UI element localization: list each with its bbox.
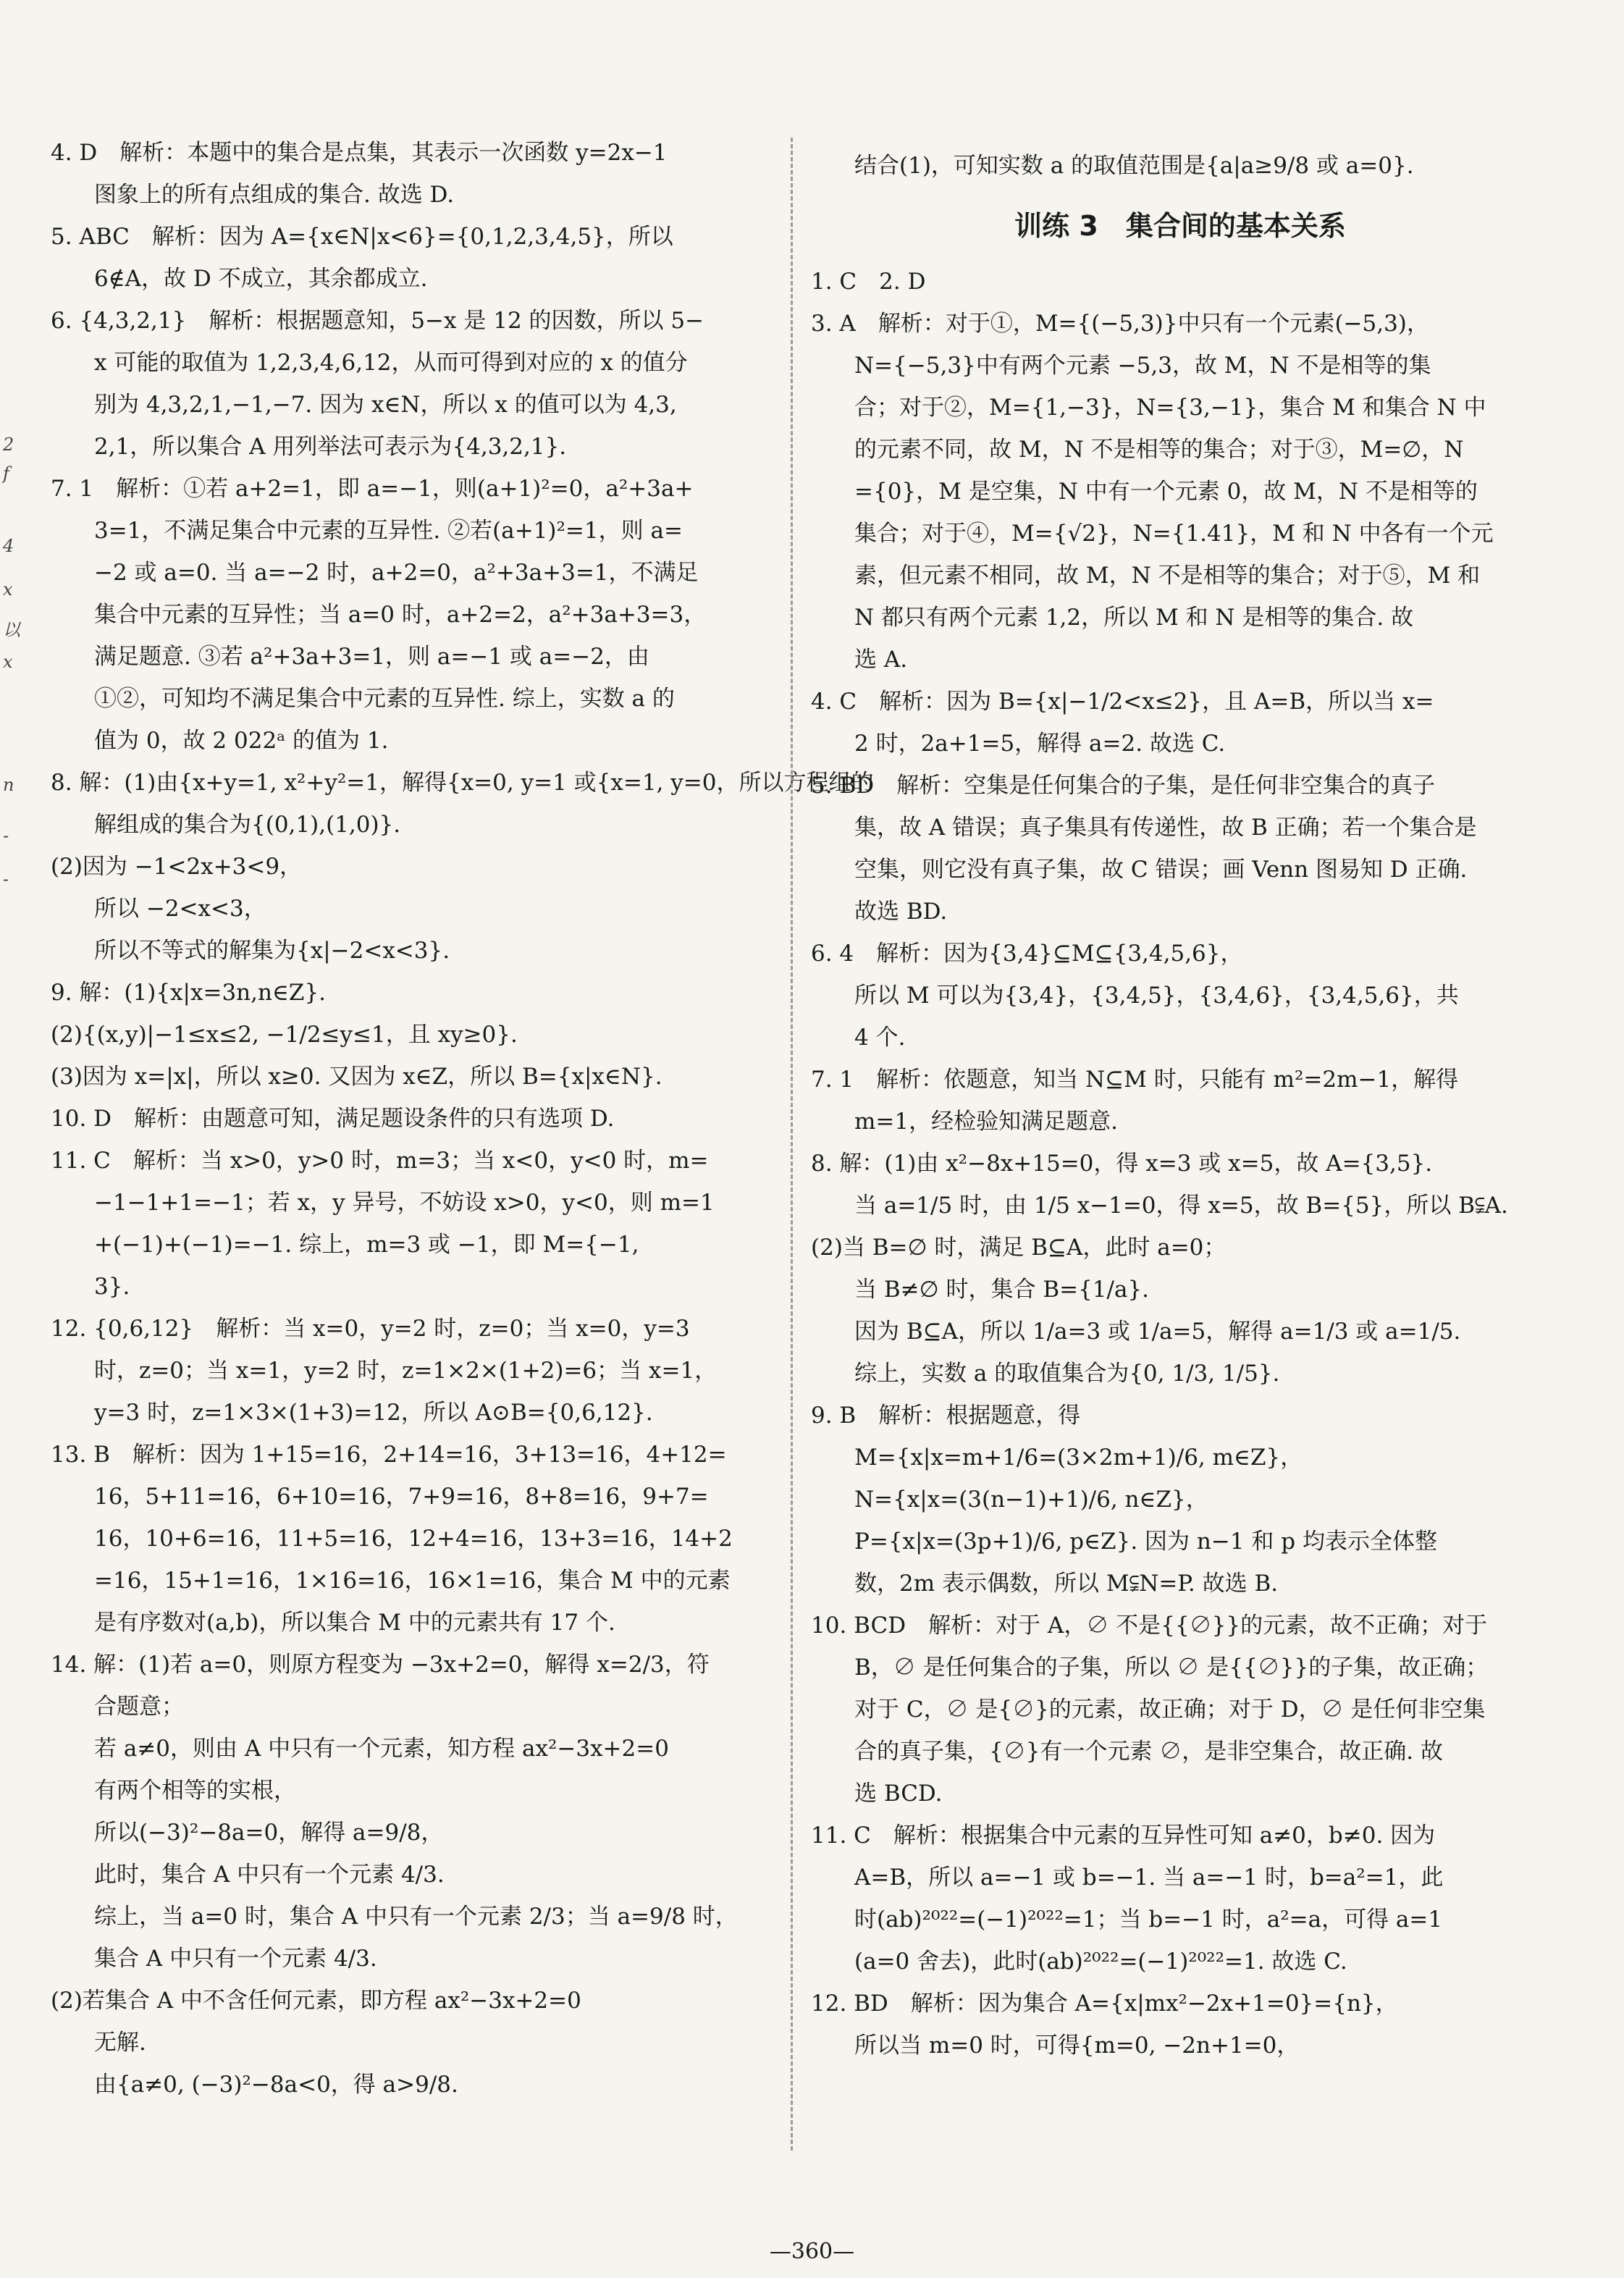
column-divider	[791, 138, 793, 2151]
left-answer-line: 7. 1 解析：①若 a+2=1，即 a=−1，则(a+1)²=0，a²+3a+	[51, 476, 694, 502]
right-answer-line: 当 B≠∅ 时，集合 B={1/a}.	[854, 1277, 1150, 1303]
left-answer-line: 12. {0,6,12} 解析：当 x=0，y=2 时，z=0；当 x=0，y=3	[51, 1316, 690, 1342]
left-answer-line: 所以 −2<x<3，	[94, 896, 266, 922]
right-answer-line: 选 A.	[854, 647, 908, 673]
left-answer-line: 9. 解：(1){x|x=3n,n∈Z}.	[51, 980, 327, 1006]
left-answer-line: 14. 解：(1)若 a=0，则原方程变为 −3x+2=0，解得 x=2/3，符	[51, 1652, 710, 1678]
margin-mark: -	[3, 825, 9, 846]
right-answer-line: 4 个.	[854, 1025, 906, 1051]
right-answer-line: 3. A 解析：对于①，M={(−5,3)}中只有一个元素(−5,3)，	[811, 311, 1429, 337]
left-answer-line: 此时，集合 A 中只有一个元素 4/3.	[94, 1862, 445, 1888]
margin-mark: n	[3, 775, 14, 795]
right-answer-line: 合的真子集，{∅}有一个元素 ∅，是非空集合，故正确. 故	[854, 1739, 1444, 1765]
right-answer-line: (2)当 B=∅ 时，满足 B⊆A，此时 a=0；	[811, 1235, 1227, 1261]
page-number: —360—	[769, 2239, 855, 2264]
left-answer-line: 图象上的所有点组成的集合. 故选 D.	[94, 182, 455, 208]
left-answer-line: 所以(−3)²−8a=0，解得 a=9/8，	[94, 1820, 444, 1846]
left-answer-line: 是有序数对(a,b)，所以集合 M 中的元素共有 17 个.	[94, 1610, 615, 1636]
left-answer-line: 有两个相等的实根，	[94, 1778, 296, 1804]
left-answer-line: 8. 解：(1)由{x+y=1, x²+y²=1，解得{x=0, y=1 或{x=1, y=0，所以方程组的	[51, 770, 874, 796]
left-answer-line: ①②，可知均不满足集合中元素的互异性. 综上，实数 a 的	[94, 686, 675, 712]
left-answer-line: (2)若集合 A 中不含任何元素，即方程 ax²−3x+2=0	[51, 1988, 581, 2014]
right-column	[811, 145, 1549, 2067]
left-answer-line: +(−1)+(−1)=−1. 综上，m=3 或 −1，即 M={−1,	[94, 1232, 639, 1258]
right-answer-line: 故选 BD.	[854, 899, 948, 925]
right-answer-line: 素，但元素不相同，故 M，N 不是相等的集合；对于⑤，M 和	[854, 563, 1481, 589]
right-answer-line: (a=0 舍去)，此时(ab)²⁰²²=(−1)²⁰²²=1. 故选 C.	[854, 1949, 1347, 1975]
right-answer-line: N={x|x=(3(n−1)+1)/6, n∈Z}，	[854, 1487, 1208, 1513]
left-answer-line: 若 a≠0，则由 A 中只有一个元素，知方程 ax²−3x+2=0	[94, 1736, 669, 1762]
left-answer-line: 6∉A，故 D 不成立，其余都成立.	[94, 266, 428, 292]
right-answer-line: A=B，所以 a=−1 或 b=−1. 当 a=−1 时，b=a²=1，此	[854, 1865, 1444, 1891]
left-answer-line: 集合 A 中只有一个元素 4/3.	[94, 1946, 377, 1972]
left-answer-line: 2,1，所以集合 A 用列举法可表示为{4,3,2,1}.	[94, 434, 567, 460]
right-answer-line: 5. BD 解析：空集是任何集合的子集，是任何非空集合的真子	[811, 773, 1436, 799]
left-answer-line: y=3 时，z=1×3×(1+3)=12，所以 A⊙B={0,6,12}.	[94, 1400, 653, 1426]
right-answer-line: 集合；对于④，M={√2}，N={1.41}，M 和 N 中各有一个元	[854, 521, 1494, 547]
right-answer-line: 6. 4 解析：因为{3,4}⊆M⊆{3,4,5,6}，	[811, 941, 1243, 967]
right-answer-line: 选 BCD.	[854, 1781, 943, 1807]
left-answer-line: 时，z=0；当 x=1，y=2 时，z=1×2×(1+2)=6；当 x=1，	[94, 1358, 718, 1384]
left-answer-line: 4. D 解析：本题中的集合是点集，其表示一次函数 y=2x−1	[51, 140, 668, 166]
margin-mark: x	[3, 652, 13, 672]
right-answer-line: 7. 1 解析：依题意，知当 N⊆M 时，只能有 m²=2m−1，解得	[811, 1067, 1459, 1093]
left-answer-line: 3}.	[94, 1274, 130, 1300]
left-answer-line: 别为 4,3,2,1,−1,−7. 因为 x∈N，所以 x 的值可以为 4,3,	[94, 392, 677, 418]
left-answer-line: 11. C 解析：当 x>0，y>0 时，m=3；当 x<0，y<0 时，m=	[51, 1148, 709, 1174]
left-answer-line: 由{a≠0, (−3)²−8a<0，得 a>9/8.	[94, 2072, 458, 2098]
right-answer-line: 当 a=1/5 时，由 1/5 x−1=0，得 x=5，故 B={5}，所以 B⫋A.	[854, 1193, 1508, 1219]
right-answer-line: m=1，经检验知满足题意.	[854, 1109, 1118, 1135]
left-answer-line: 集合中元素的互异性；当 a=0 时，a+2=2，a²+3a+3=3，	[94, 602, 707, 628]
left-answer-line: 16，5+11=16，6+10=16，7+9=16，8+8=16，9+7=	[94, 1484, 709, 1510]
right-continuation-line: 结合(1)，可知实数 a 的取值范围是{a|a≥9/8 或 a=0}.	[854, 153, 1414, 179]
right-answer-line: 10. BCD 解析：对于 A，∅ 不是{{∅}}的元素，故不正确；对于	[811, 1613, 1488, 1639]
left-answer-line: 无解.	[94, 2030, 146, 2056]
left-answer-line: =16，15+1=16，1×16=16，16×1=16，集合 M 中的元素	[94, 1568, 731, 1594]
right-answer-line: 1. C 2. D	[811, 269, 926, 295]
right-answer-line: 2 时，2a+1=5，解得 a=2. 故选 C.	[854, 731, 1226, 757]
left-answer-line: 值为 0，故 2 022ᵃ 的值为 1.	[94, 728, 389, 754]
left-answer-line: −1−1+1=−1；若 x，y 异号，不妨设 x>0，y<0，则 m=1	[94, 1190, 715, 1216]
margin-mark: f	[3, 463, 9, 484]
left-answer-line: 5. ABC 解析：因为 A={x∈N|x<6}={0,1,2,3,4,5}，所以	[51, 224, 673, 250]
margin-mark: 4	[3, 536, 14, 556]
right-answer-line: 8. 解：(1)由 x²−8x+15=0，得 x=3 或 x=5，故 A={3,5}.	[811, 1151, 1433, 1177]
right-answer-line: 合；对于②，M={1,−3}，N={3,−1}，集合 M 和集合 N 中	[854, 395, 1486, 421]
right-answer-line: 12. BD 解析：因为集合 A={x|mx²−2x+1=0}={n}，	[811, 1991, 1398, 2017]
right-column-continuation	[811, 145, 1549, 187]
right-answer-line: 9. B 解析：根据题意，得	[811, 1403, 1081, 1429]
left-answer-line: 10. D 解析：由题意可知，满足题设条件的只有选项 D.	[51, 1106, 615, 1132]
right-answer-line: P={x|x=(3p+1)/6, p∈Z}. 因为 n−1 和 p 均表示全体整	[854, 1529, 1437, 1555]
left-answer-line: x 可能的取值为 1,2,3,4,6,12，从而可得到对应的 x 的值分	[94, 350, 688, 376]
left-answer-line: (3)因为 x=|x|，所以 x≥0. 又因为 x∈Z，所以 B={x|x∈N}.	[51, 1064, 662, 1090]
left-answer-line: 综上，当 a=0 时，集合 A 中只有一个元素 2/3；当 a=9/8 时，	[94, 1904, 738, 1930]
left-answer-line: 解组成的集合为{(0,1),(1,0)}.	[94, 812, 401, 838]
right-answer-line: 时(ab)²⁰²²=(−1)²⁰²²=1；当 b=−1 时，a²=a，可得 a=1	[854, 1907, 1443, 1933]
right-answer-line: B，∅ 是任何集合的子集，所以 ∅ 是{{∅}}的子集，故正确；	[854, 1655, 1489, 1681]
left-answer-line: 16，10+6=16，11+5=16，12+4=16，13+3=16，14+2	[94, 1526, 733, 1552]
left-answer-line: −2 或 a=0. 当 a=−2 时，a+2=0，a²+3a+3=1，不满足	[94, 560, 699, 586]
right-answer-line: 综上，实数 a 的取值集合为{0, 1/3, 1/5}.	[854, 1361, 1280, 1387]
left-answer-line: 所以不等式的解集为{x|−2<x<3}.	[94, 938, 450, 964]
right-answer-line: ={0}，M 是空集，N 中有一个元素 0，故 M，N 不是相等的	[854, 479, 1478, 505]
right-answer-line: N 都只有两个元素 1,2，所以 M 和 N 是相等的集合. 故	[854, 605, 1414, 631]
right-answer-line: 4. C 解析：因为 B={x|−1/2<x≤2}，且 A=B，所以当 x=	[811, 689, 1434, 715]
section-title: 训练 3 集合间的基本关系	[1014, 210, 1346, 242]
left-answer-line: 满足题意. ③若 a²+3a+3=1，则 a=−1 或 a=−2，由	[94, 644, 649, 670]
margin-mark: 2	[3, 434, 14, 455]
right-answer-line: 对于 C，∅ 是{∅}的元素，故正确；对于 D，∅ 是任何非空集	[854, 1697, 1486, 1723]
right-answer-line: 集，故 A 错误；真子集具有传递性，故 B 正确；若一个集合是	[854, 815, 1477, 841]
margin-mark: 以	[3, 620, 20, 640]
right-answer-line: M={x|x=m+1/6=(3×2m+1)/6, m∈Z}，	[854, 1445, 1303, 1471]
right-column-answers	[811, 261, 1549, 2067]
right-answer-line: 数，2m 表示偶数，所以 M⫋N=P. 故选 B.	[854, 1571, 1279, 1597]
right-answer-line: 因为 B⊆A，所以 1/a=3 或 1/a=5，解得 a=1/3 或 a=1/5.	[854, 1319, 1461, 1345]
left-answer-line: 合题意；	[94, 1694, 184, 1720]
margin-mark: x	[3, 579, 13, 600]
right-answer-line: 空集，则它没有真子集，故 C 错误；画 Venn 图易知 D 正确.	[854, 857, 1468, 883]
right-answer-line: 所以 M 可以为{3,4}，{3,4,5}，{3,4,6}，{3,4,5,6}，共	[854, 983, 1459, 1009]
right-answer-line: N={−5,3}中有两个元素 −5,3，故 M，N 不是相等的集	[854, 353, 1431, 379]
left-answer-line: 13. B 解析：因为 1+15=16，2+14=16，3+13=16，4+12=	[51, 1442, 727, 1468]
left-answer-line: 6. {4,3,2,1} 解析：根据题意知，5−x 是 12 的因数，所以 5−	[51, 308, 704, 334]
right-answer-line: 的元素不同，故 M，N 不是相等的集合；对于③，M=∅，N	[854, 437, 1464, 463]
margin-mark: -	[3, 869, 9, 889]
right-answer-line: 11. C 解析：根据集合中元素的互异性可知 a≠0，b≠0. 因为	[811, 1823, 1436, 1849]
right-answer-line: 所以当 m=0 时，可得{m=0, −2n+1=0，	[854, 2033, 1300, 2059]
left-answer-line: (2)因为 −1<2x+3<9，	[51, 854, 303, 880]
left-answer-line: (2){(x,y)|−1≤x≤2, −1/2≤y≤1，且 xy≥0}.	[51, 1022, 518, 1048]
left-answer-line: 3=1，不满足集合中元素的互异性. ②若(a+1)²=1，则 a=	[94, 518, 683, 544]
